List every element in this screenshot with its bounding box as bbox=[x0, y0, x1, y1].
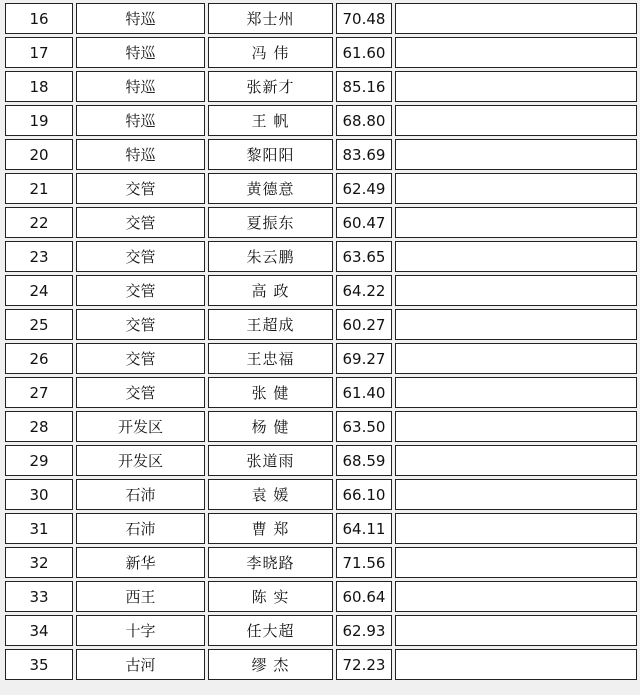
unit-cell: 交管 bbox=[76, 173, 205, 204]
row-number-cell: 29 bbox=[5, 445, 73, 476]
score-cell: 71.56 bbox=[336, 547, 392, 578]
unit-cell: 交管 bbox=[76, 309, 205, 340]
note-cell bbox=[395, 37, 637, 68]
name-cell: 王 帆 bbox=[208, 105, 333, 136]
score-cell: 64.11 bbox=[336, 513, 392, 544]
row-number-cell: 35 bbox=[5, 649, 73, 680]
note-cell bbox=[395, 377, 637, 408]
name-cell: 朱云鹏 bbox=[208, 241, 333, 272]
score-cell: 85.16 bbox=[336, 71, 392, 102]
note-cell bbox=[395, 547, 637, 578]
score-cell: 69.27 bbox=[336, 343, 392, 374]
note-cell bbox=[395, 241, 637, 272]
score-cell: 64.22 bbox=[336, 275, 392, 306]
row-number-cell: 18 bbox=[5, 71, 73, 102]
table-row bbox=[5, 343, 637, 374]
name-cell: 王超成 bbox=[208, 309, 333, 340]
name-cell: 袁 媛 bbox=[208, 479, 333, 510]
score-cell: 68.59 bbox=[336, 445, 392, 476]
row-number-cell: 31 bbox=[5, 513, 73, 544]
name-cell: 高 政 bbox=[208, 275, 333, 306]
unit-cell: 交管 bbox=[76, 343, 205, 374]
row-number-cell: 25 bbox=[5, 309, 73, 340]
note-cell bbox=[395, 105, 637, 136]
score-cell: 61.60 bbox=[336, 37, 392, 68]
row-number-cell: 27 bbox=[5, 377, 73, 408]
score-cell: 61.40 bbox=[336, 377, 392, 408]
note-cell bbox=[395, 309, 637, 340]
note-cell bbox=[395, 445, 637, 476]
note-cell bbox=[395, 581, 637, 612]
table-row bbox=[5, 615, 637, 646]
unit-cell: 特巡 bbox=[76, 3, 205, 34]
table-row bbox=[5, 3, 637, 34]
table-row bbox=[5, 547, 637, 578]
row-number-cell: 17 bbox=[5, 37, 73, 68]
unit-cell: 石沛 bbox=[76, 513, 205, 544]
score-cell: 68.80 bbox=[336, 105, 392, 136]
table-row bbox=[5, 105, 637, 136]
table-row bbox=[5, 309, 637, 340]
note-cell bbox=[395, 615, 637, 646]
name-cell: 任大超 bbox=[208, 615, 333, 646]
score-cell: 60.27 bbox=[336, 309, 392, 340]
row-number-cell: 34 bbox=[5, 615, 73, 646]
name-cell: 张 健 bbox=[208, 377, 333, 408]
name-cell: 夏振东 bbox=[208, 207, 333, 238]
unit-cell: 交管 bbox=[76, 377, 205, 408]
table-row bbox=[5, 445, 637, 476]
note-cell bbox=[395, 411, 637, 442]
name-cell: 杨 健 bbox=[208, 411, 333, 442]
score-cell: 60.64 bbox=[336, 581, 392, 612]
name-cell: 王忠福 bbox=[208, 343, 333, 374]
table-row bbox=[5, 581, 637, 612]
note-cell bbox=[395, 207, 637, 238]
unit-cell: 特巡 bbox=[76, 37, 205, 68]
score-cell: 62.49 bbox=[336, 173, 392, 204]
name-cell: 陈 实 bbox=[208, 581, 333, 612]
row-number-cell: 32 bbox=[5, 547, 73, 578]
table-row bbox=[5, 275, 637, 306]
row-number-cell: 20 bbox=[5, 139, 73, 170]
note-cell bbox=[395, 649, 637, 680]
score-cell: 60.47 bbox=[336, 207, 392, 238]
note-cell bbox=[395, 513, 637, 544]
score-table-body bbox=[5, 3, 637, 680]
table-row bbox=[5, 207, 637, 238]
name-cell: 曹 郑 bbox=[208, 513, 333, 544]
score-cell: 63.50 bbox=[336, 411, 392, 442]
row-number-cell: 22 bbox=[5, 207, 73, 238]
table-row bbox=[5, 173, 637, 204]
unit-cell: 西王 bbox=[76, 581, 205, 612]
unit-cell: 特巡 bbox=[76, 139, 205, 170]
name-cell: 黎阳阳 bbox=[208, 139, 333, 170]
row-number-cell: 28 bbox=[5, 411, 73, 442]
note-cell bbox=[395, 343, 637, 374]
unit-cell: 特巡 bbox=[76, 105, 205, 136]
score-cell: 83.69 bbox=[336, 139, 392, 170]
note-cell bbox=[395, 479, 637, 510]
name-cell: 郑士州 bbox=[208, 3, 333, 34]
score-cell: 66.10 bbox=[336, 479, 392, 510]
row-number-cell: 19 bbox=[5, 105, 73, 136]
unit-cell: 交管 bbox=[76, 207, 205, 238]
row-number-cell: 30 bbox=[5, 479, 73, 510]
table-row bbox=[5, 377, 637, 408]
unit-cell: 开发区 bbox=[76, 445, 205, 476]
note-cell bbox=[395, 3, 637, 34]
row-number-cell: 23 bbox=[5, 241, 73, 272]
note-cell bbox=[395, 173, 637, 204]
name-cell: 缪 杰 bbox=[208, 649, 333, 680]
row-number-cell: 16 bbox=[5, 3, 73, 34]
name-cell: 张新才 bbox=[208, 71, 333, 102]
name-cell: 张道雨 bbox=[208, 445, 333, 476]
name-cell: 李晓路 bbox=[208, 547, 333, 578]
score-table bbox=[2, 0, 640, 683]
unit-cell: 新华 bbox=[76, 547, 205, 578]
row-number-cell: 24 bbox=[5, 275, 73, 306]
score-cell: 70.48 bbox=[336, 3, 392, 34]
unit-cell: 交管 bbox=[76, 241, 205, 272]
table-row bbox=[5, 411, 637, 442]
table-row bbox=[5, 71, 637, 102]
table-row bbox=[5, 139, 637, 170]
score-cell: 62.93 bbox=[336, 615, 392, 646]
score-cell: 72.23 bbox=[336, 649, 392, 680]
unit-cell: 特巡 bbox=[76, 71, 205, 102]
unit-cell: 十字 bbox=[76, 615, 205, 646]
unit-cell: 交管 bbox=[76, 275, 205, 306]
table-row bbox=[5, 649, 637, 680]
name-cell: 冯 伟 bbox=[208, 37, 333, 68]
table-row bbox=[5, 513, 637, 544]
name-cell: 黄德意 bbox=[208, 173, 333, 204]
note-cell bbox=[395, 275, 637, 306]
score-cell: 63.65 bbox=[336, 241, 392, 272]
table-row bbox=[5, 37, 637, 68]
unit-cell: 古河 bbox=[76, 649, 205, 680]
note-cell bbox=[395, 71, 637, 102]
row-number-cell: 33 bbox=[5, 581, 73, 612]
row-number-cell: 26 bbox=[5, 343, 73, 374]
unit-cell: 石沛 bbox=[76, 479, 205, 510]
row-number-cell: 21 bbox=[5, 173, 73, 204]
table-row bbox=[5, 241, 637, 272]
note-cell bbox=[395, 139, 637, 170]
table-row bbox=[5, 479, 637, 510]
unit-cell: 开发区 bbox=[76, 411, 205, 442]
